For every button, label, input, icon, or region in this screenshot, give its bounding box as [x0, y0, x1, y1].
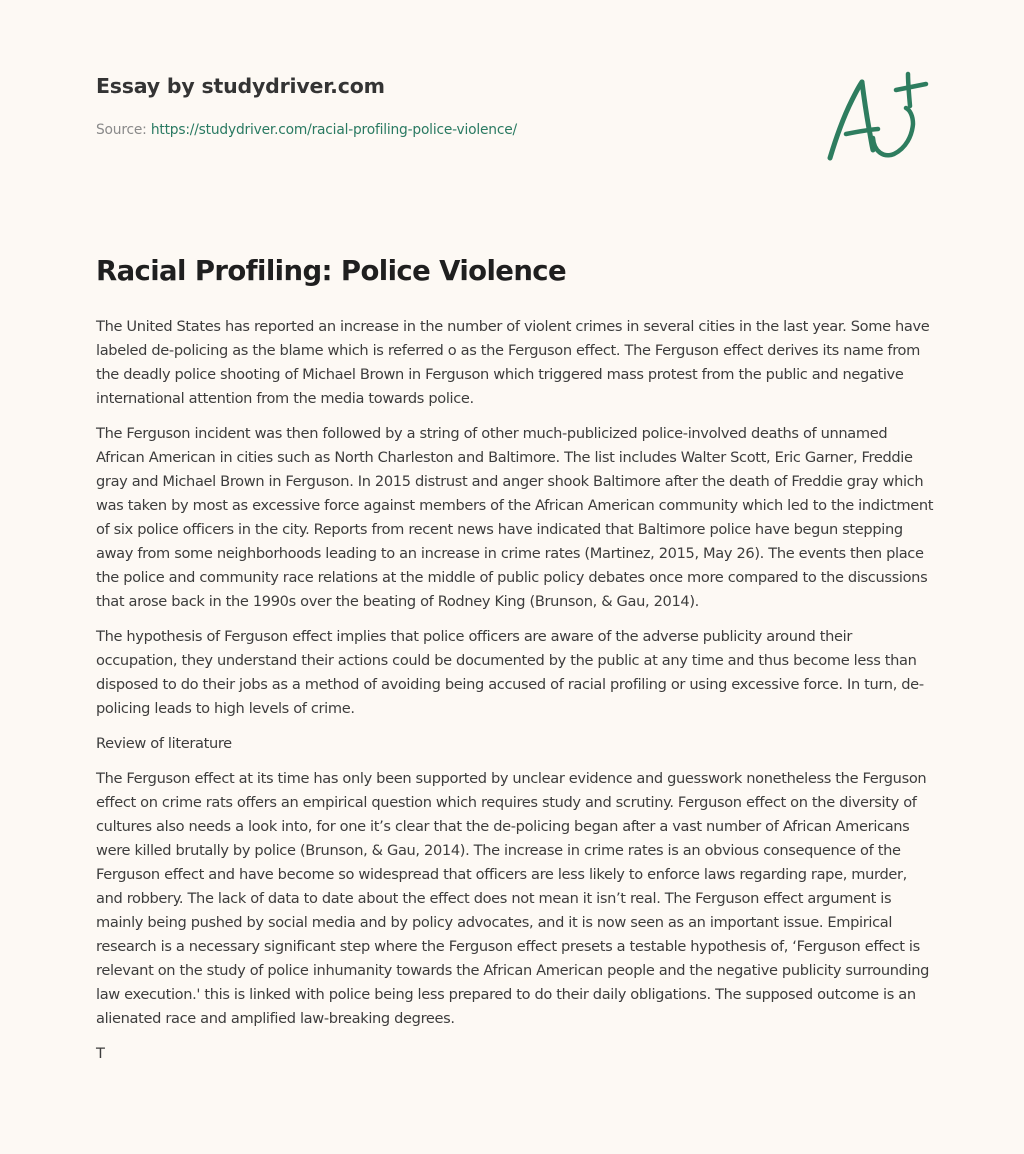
- source-label: Source:: [96, 122, 147, 138]
- essay-body: [96, 315, 936, 1077]
- essay-paragraph: The Ferguson incident was then followed by a string of other much-publicized police-involved deaths of unnamed African American in cities such as North Charleston and Baltimore. The list includes Walter Scott, Eric Garner, Freddie gray and Michael Brown in Ferguson. In 2015 distrust and anger shook Baltimore after the death of Freddie gray which was taken by most as excessive force against members of the African American community which led to the indictment of six police officers in the city. Reports from recent news have indicated that Baltimore police have begun stepping away from some neighborhoods leading to an increase in crime rates (Martinez, 2015, May 26). The events then place the police and community race relations at the middle of public policy debates once more compared to the discussions that arose back in the 1990s over the beating of Rodney King (Brunson, & Gau, 2014).: [96, 425, 934, 610]
- essay-header: [96, 74, 936, 138]
- essay-paragraph-truncated: T: [96, 1045, 105, 1062]
- source-line: [96, 122, 936, 138]
- essay-paragraph: The Ferguson effect at its time has only been supported by unclear evidence and guesswork nonetheless the Ferguson effect on crime rats offers an empirical question which requires study and scrutiny. Ferguson effect on the diversity of cultures also needs a look into, for one it’s clear that the de-policing began after a vast number of African Americans were killed brutally by police (Brunson, & Gau, 2014). The increase in crime rates is an obvious consequence of the Ferguson effect and have become so widespread that officers are less likely to enforce laws regarding rape, murder, and robbery. The lack of data to date about the effect does not mean it isn’t real. The Ferguson effect argument is mainly being pushed by social media and by policy advocates, and it is now seen as an important issue. Empirical research is a necessary significant step where the Ferguson effect presets a testable hypothesis of, ‘Ferguson effect is relevant on the study of police inhumanity towards the African American people and the negative publicity surrounding law execution.' this is linked with police being less prepared to do their daily obligations. The supposed outcome is an alienated race and amplified law-breaking degrees.: [96, 770, 930, 1027]
- essay-paragraph: The United States has reported an increase in the number of violent crimes in several cities in the last year. Some have labeled de-policing as the blame which is referred o as the Ferguson effect. The Ferguson effect derives its name from the deadly police shooting of Michael Brown in Ferguson which triggered mass protest from the public and negative international attention from the media towards police.: [96, 318, 930, 407]
- site-title: Essay by studydriver.com: [96, 74, 385, 98]
- essay-paragraph: The hypothesis of Ferguson effect implies that police officers are aware of the adverse publicity around their occupation, they understand their actions could be documented by the public at any time and thus become less than disposed to do their jobs as a method of avoiding being accused of racial profiling or using excessive force. In turn, de-policing leads to high levels of crime.: [96, 628, 924, 717]
- section-heading-review-of-literature: Review of literature: [96, 735, 232, 752]
- essay-title: Racial Profiling: Police Violence: [96, 255, 567, 287]
- a-plus-grade-icon: [822, 68, 932, 164]
- source-link[interactable]: https://studydriver.com/racial-profiling-police-violence/: [150, 122, 517, 138]
